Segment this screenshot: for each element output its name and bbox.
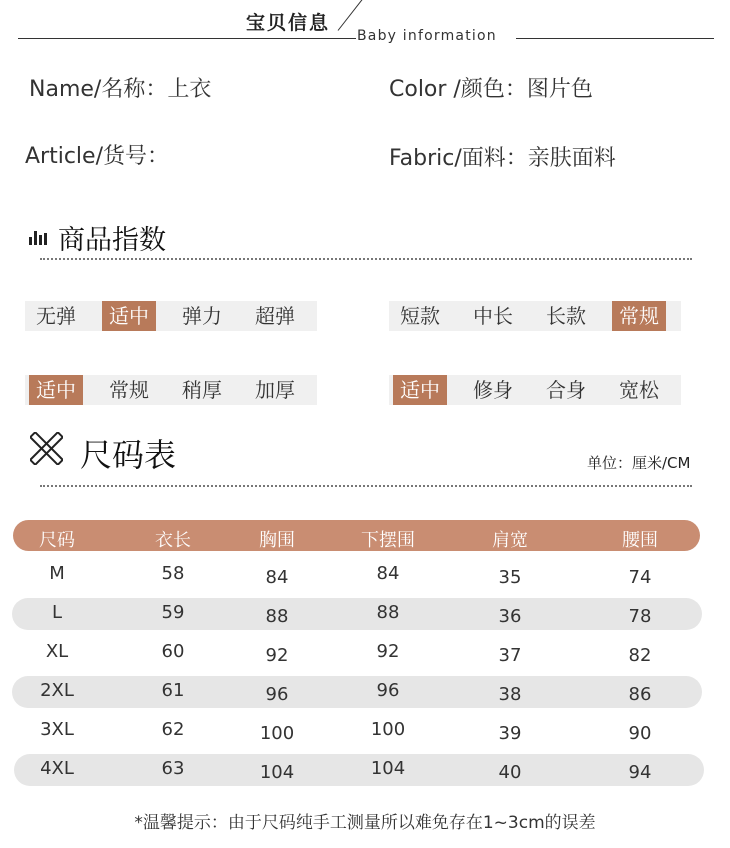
size-table-cell: 92	[265, 645, 289, 666]
size-table-cell: 78	[628, 606, 652, 627]
bar-chart-icon	[29, 231, 47, 245]
index-option: 长款	[546, 304, 586, 328]
index-group-elasticity	[25, 301, 317, 331]
size-table-cell: XL	[45, 641, 69, 662]
size-table-cell: 82	[628, 645, 652, 666]
size-table-cell: L	[51, 602, 63, 623]
size-divider	[40, 485, 692, 487]
size-table-cell: 100	[370, 719, 406, 740]
size-table-cell: 36	[498, 606, 522, 627]
size-table-cell: 88	[376, 602, 400, 623]
index-option: 加厚	[255, 378, 295, 402]
index-option: 合身	[546, 378, 586, 402]
info-fabric: Fabric/面料：亲肤面料	[389, 146, 616, 171]
index-option: 无弹	[36, 304, 76, 328]
size-table-cell: 2XL	[40, 680, 74, 701]
size-unit: 单位：厘米/CM	[587, 454, 691, 472]
index-group-thickness	[25, 375, 317, 405]
header-rule-right	[516, 38, 714, 39]
index-option-selected: 常规	[612, 301, 666, 331]
header-rule-left	[18, 38, 356, 39]
ruler-cross-icon	[30, 432, 63, 465]
size-table-cell: 92	[376, 641, 400, 662]
info-article: Article/货号：	[25, 144, 169, 169]
size-section-title: 尺码表	[80, 436, 177, 474]
size-table-cell: 39	[498, 723, 522, 744]
header-slash	[338, 0, 365, 31]
size-table-cell: 86	[628, 684, 652, 705]
index-group-fit	[389, 375, 681, 405]
index-option: 短款	[400, 304, 440, 328]
size-table-cell: 38	[498, 684, 522, 705]
size-table-cell: 100	[259, 723, 295, 744]
size-table-cell: 94	[628, 762, 652, 783]
index-group-length	[389, 301, 681, 331]
size-table-cell: 104	[370, 758, 406, 779]
size-table-cell: M	[49, 563, 65, 584]
index-divider	[40, 258, 692, 260]
size-table-cell: 61	[161, 680, 185, 701]
size-table-cell: 63	[161, 758, 185, 779]
index-option: 稍厚	[182, 378, 222, 402]
size-table-cell: 4XL	[40, 758, 74, 779]
size-table-cell: 90	[628, 723, 652, 744]
index-option: 常规	[109, 378, 149, 402]
index-option: 弹力	[182, 304, 222, 328]
index-option: 宽松	[619, 378, 659, 402]
size-table-cell: 62	[161, 719, 185, 740]
size-table-cell: 60	[161, 641, 185, 662]
index-section-title: 商品指数	[58, 225, 166, 256]
index-option-selected: 适中	[393, 375, 447, 405]
index-option: 修身	[473, 378, 513, 402]
size-table-cell: 96	[265, 684, 289, 705]
size-table-header-cell: 腰围	[622, 530, 658, 551]
header-title-cn: 宝贝信息	[246, 12, 331, 34]
size-table-cell: 40	[498, 762, 522, 783]
header-title-en: Baby information	[357, 28, 497, 44]
size-table-cell: 59	[161, 602, 185, 623]
index-option: 超弹	[255, 304, 295, 328]
size-table-header-cell: 胸围	[259, 530, 295, 551]
size-table-cell: 104	[259, 762, 295, 783]
measurement-note: *温馨提示：由于尺码纯手工测量所以难免存在1~3cm的误差	[134, 813, 596, 833]
size-table-header-cell: 下摆围	[361, 530, 415, 551]
size-table-cell: 3XL	[40, 719, 74, 740]
size-table-cell: 96	[376, 680, 400, 701]
index-option: 中长	[473, 304, 513, 328]
size-table-cell: 37	[498, 645, 522, 666]
size-table-cell: 84	[265, 567, 289, 588]
info-name: Name/名称：上衣	[29, 77, 212, 102]
info-color: Color /颜色：图片色	[389, 77, 593, 102]
size-table-cell: 74	[628, 567, 652, 588]
size-table-cell: 88	[265, 606, 289, 627]
size-table-header-cell: 尺码	[39, 530, 75, 551]
size-table-cell: 58	[161, 563, 185, 584]
size-table-header-cell: 肩宽	[492, 530, 528, 551]
size-table-header-cell: 衣长	[155, 530, 191, 551]
index-option-selected: 适中	[29, 375, 83, 405]
size-table-cell: 35	[498, 567, 522, 588]
index-option-selected: 适中	[102, 301, 156, 331]
size-table-cell: 84	[376, 563, 400, 584]
